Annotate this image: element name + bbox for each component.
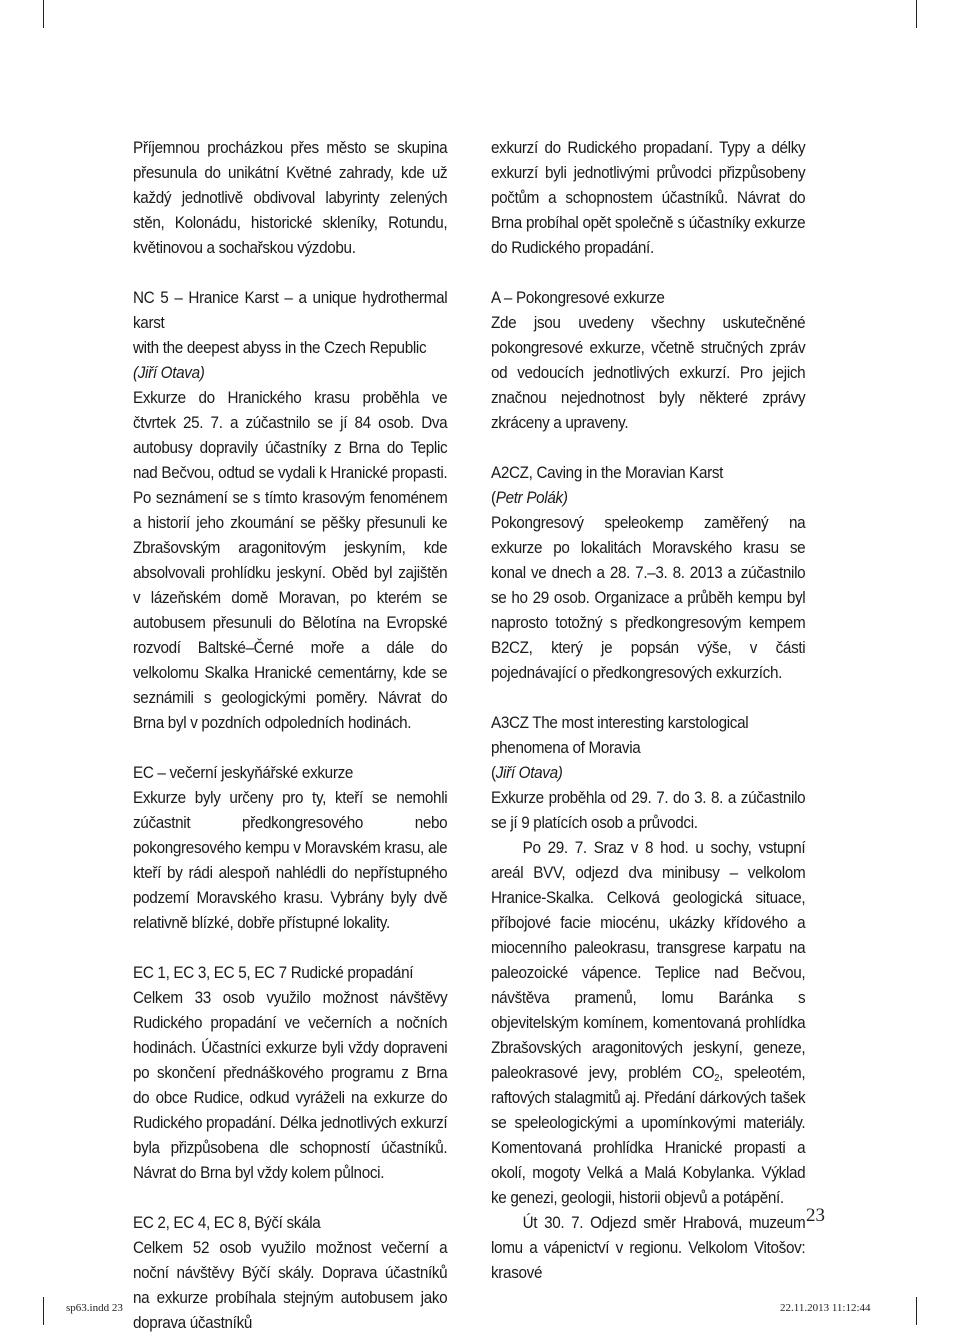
ec2-body: Celkem 52 osob využilo možnost večerní a noční návštěvy Býčí skály. Doprava účastníků na exkurze probíhala stejným autobusem jako doprava účastníků xyxy=(133,1239,448,1332)
crop-mark-top-left xyxy=(43,0,44,28)
crop-mark-bottom-left xyxy=(43,1297,44,1325)
ec-heading: EC – večerní jeskyňářské exkurze xyxy=(133,764,354,782)
page-number: 23 xyxy=(806,1205,825,1226)
a3-author-line xyxy=(491,761,805,786)
a2-heading: A2CZ, Caving in the Moravian Karst xyxy=(491,464,724,482)
slug-left: sp63.indd 23 xyxy=(66,1302,123,1314)
a3-author-paren: ( xyxy=(491,764,496,782)
co2-subscript: 2 xyxy=(714,1073,720,1084)
ec-body: Exkurze byly určeny pro ty, kteří se nemohli zúčastnit předkongresového nebo pokongresového kempu v Moravském krasu, ale kteří by rádi alespoň nahlédli do nepřístupného podzemí Moravského krasu. Vybrány byly dvě relativně blízké, dobře přístupné lokality. xyxy=(133,789,448,932)
a3-body-2b: , speleotém, raftových stalagmitů aj. Předání dárkových tašek se speleologickými a upomínkovými materiály. Komentovaná prohlídka Hranické propasti a okolí, mogoty Velká a Malá Kobylanka. Výklad ke genezi, geologii, historii objevů a potápění. xyxy=(491,1064,806,1207)
a2-author: Petr Polák) xyxy=(495,489,568,507)
a-body: Zde jsou uvedeny všechny uskutečněné pokongresové exkurze, včetně stručných zpráv od vedoucích jednotlivých exkurzí. Pro jejich značnou nejednotnost byly některé zprávy zkráceny a upraveny. xyxy=(491,314,806,432)
a3-body-2a: Po 29. 7. Sraz v 8 hod. u sochy, vstupní areál BVV, odjezd dva minibusy – velkolom Hranice-Skalka. Celková geologická situace, příbojové facie miocénu, ukázky křídového a miocenního paleokrasu, transgrese karpatu na paleozoické vápence. Teplice nad Bečvou, návštěva pramenů, lomu Baránka s objevitelským komínem, komentovaná prohlídka Zbrašovských aragonitových jeskyní, geneze, paleokrasové jevy, problém CO xyxy=(491,839,806,1082)
nc5-heading-line2: with the deepest abyss in the Czech Republic xyxy=(133,339,427,357)
a-heading: A – Pokongresové exkurze xyxy=(491,289,665,307)
right-column xyxy=(491,136,805,1286)
ec1-heading: EC 1, EC 3, EC 5, EC 7 Rudické propadání xyxy=(133,964,414,982)
a3-body-2 xyxy=(491,836,805,1211)
slug-right: 22.11.2013 11:12:44 xyxy=(780,1302,871,1314)
nc5-heading-line1: NC 5 – Hranice Karst – a unique hydrothermal karst xyxy=(133,289,448,332)
a3-heading: A3CZ The most interesting karstological phenomena of Moravia xyxy=(491,714,749,757)
a3-author: Jiří Otava) xyxy=(495,764,563,782)
ec2-heading: EC 2, EC 4, EC 8, Býčí skála xyxy=(133,1214,321,1232)
a2-body: Pokongresový speleokemp zaměřený na exkurze po lokalitách Moravského krasu se konal ve dnech a 28. 7.–3. 8. 2013 a zúčastnilo se ho 29 osob. Organizace a průběh kempu byl naprosto totožný s předkongresovým kempem B2CZ, který je popsán výše, v části pojednávající o předkongresových exkurzích. xyxy=(491,514,806,682)
a3-body-1: Exkurze proběhla od 29. 7. do 3. 8. a zúčastnilo se jí 9 platících osob a průvodci. xyxy=(491,789,806,832)
a3-body-3: Út 30. 7. Odjezd směr Hrabová, muzeum lomu a vápenictví v regionu. Velkolom Vitošov: krasové xyxy=(491,1214,806,1282)
continuation-paragraph: exkurzí do Rudického propadaní. Typy a délky exkurzí byli jednotlivými průvodci přizpůsobeny počtům a schopnostem účastníků. Návrat do Brna probíhal opět společně s účastníky exkurze do Rudického propadání. xyxy=(491,139,806,257)
nc5-body: Exkurze do Hranického krasu proběhla ve čtvrtek 25. 7. a zúčastnilo se jí 84 osob. Dva autobusy dopravily účastníky z Brna do Teplic nad Bečvou, odtud se vydali k Hranické propasti. Po seznámení se s tímto krasovým fenoménem a historií jeho zkoumání se pěšky přesunuli ke Zbrašovským aragonitovým jeskyním, kde absolvovali prohlídku jeskyní. Oběd byl zajištěn v lázeňském domě Moravan, po kterém se autobusem přesunuli do Bělotína na Evropské rozvodí Baltské–Černé moře a dále do velkolomu Skalka Hranické cementárny, kde se seznámili s geologickými poměry. Návrat do Brna byl v pozdních odpoledních hodinách. xyxy=(133,389,448,732)
left-column xyxy=(133,136,447,1336)
intro-paragraph: Příjemnou procházkou přes město se skupina přesunula do unikátní Květné zahrady, kde už každý jednotlivě obdivoval labyrinty zelených stěn, Kolonádu, historické skleníky, Rotundu, květinovou a sochařskou výzdobu. xyxy=(133,139,448,257)
a2-author-paren: ( xyxy=(491,489,496,507)
ec1-body: Celkem 33 osob využilo možnost návštěvy Rudického propadání ve večerních a nočních hodinách. Účastníci exkurze byli vždy dopraveni po skončení přednáškového programu z Brna do obce Rudice, odkud vyráželi na exkurze do Rudického propadání. Délka jednotlivých exkurzí byla přizpůsobena dle schopností účastníků. Návrat do Brna byl vždy kolem půlnoci. xyxy=(133,989,448,1182)
crop-mark-bottom-right xyxy=(916,1297,917,1325)
nc5-author: (Jiří Otava) xyxy=(133,364,205,382)
crop-mark-top-right xyxy=(916,0,917,28)
a2-author-line xyxy=(491,486,805,511)
